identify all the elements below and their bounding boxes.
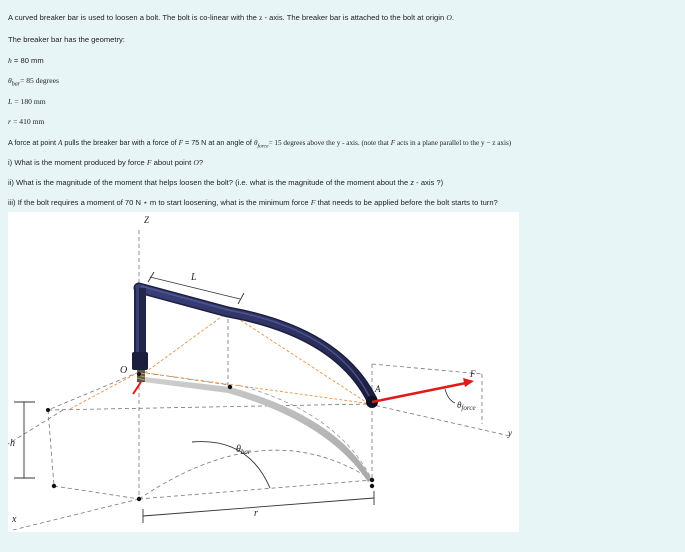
force-description: A force at point A pulls the breaker bar with a force of F = 75 N at an angle of $\theta_{force}= 15$ degrees above the y - axis. (note that F acts in a plane parallel to the y − z axis): [8, 138, 512, 150]
point-A-label: A: [375, 384, 381, 394]
dimension-lines: [14, 272, 374, 523]
question-2: ii) What is the magnitude of the moment that helps loosen the bolt? (i.e. what is the magnitude of the moment about the z - axis ?): [8, 178, 444, 187]
theta-force-label: $\theta_{force}$: [457, 400, 476, 412]
param-h: h = 80 mm: [8, 56, 44, 65]
breaker-bar-diagram: [8, 212, 519, 532]
param-L: L = 180 mm: [8, 97, 46, 106]
theta-bar-label: $\theta_{bar}$: [236, 444, 251, 456]
bar-shadow: [144, 377, 372, 482]
x-axis-label: x: [12, 514, 17, 525]
h-label: h: [10, 438, 15, 449]
construction-lines: [8, 230, 510, 530]
L-label: L: [191, 272, 197, 283]
r-label: r: [254, 508, 258, 519]
breaker-bar-figure: [8, 212, 519, 532]
orange-guide-lines: [68, 312, 372, 410]
y-axis-label: y: [508, 428, 512, 438]
geometry-heading: The breaker bar has the geometry:: [8, 35, 125, 44]
z-axis-label: Z: [144, 215, 150, 225]
param-theta-bar: $\theta_{bar}= 85$ degrees: [8, 76, 59, 88]
question-3: iii) If the bolt requires a moment of 70 N ⋆ m to start loosening, what is the minimum force F that needs to be applied before the bolt starts to turn?: [8, 198, 498, 207]
param-r: r = 410 mm: [8, 117, 45, 126]
origin-red-mark: [133, 382, 141, 394]
force-F-label: F: [470, 369, 476, 379]
question-1: i) What is the moment produced by force F about point O?: [8, 158, 204, 167]
intro-text: A curved breaker bar is used to loosen a bolt. The bolt is co-linear with the z - axis. The breaker bar is attached to the bolt at origin O.: [8, 13, 454, 22]
origin-O-label: O: [120, 365, 128, 376]
